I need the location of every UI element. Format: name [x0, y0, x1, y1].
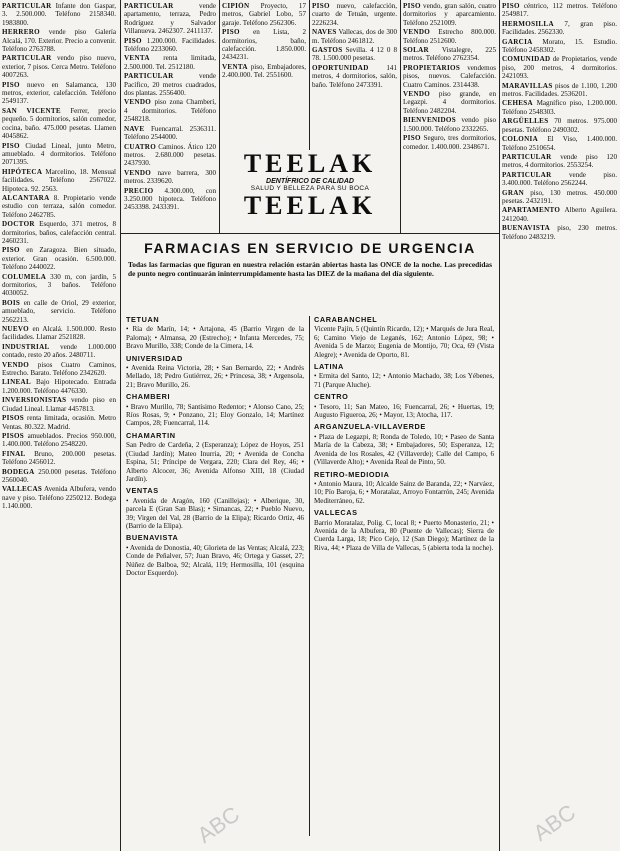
ad-brand-repeat: TEELAK — [243, 191, 377, 220]
classified-ad-lead: VENDO — [2, 360, 30, 369]
classified-ad — [124, 98, 216, 123]
classified-ad-text: Avenida Albufera, vendo nave y piso. Teléfono 2250212. Bodega 1.140.000. — [2, 485, 116, 511]
classified-ad-lead: FINAL — [2, 449, 26, 458]
classified-ad-text: pisos Cuatro Caminos, Estrecho. Barato. Teléfono 2342620. — [2, 360, 116, 378]
classified-ad-lead: GRAN — [502, 188, 525, 197]
pharmacy-district — [314, 363, 494, 389]
classified-ad-text: Magnífico piso, 1.200.000. Teléfono 2548303. — [502, 99, 617, 116]
ad-tagline: SALUD Y BELLEZA PARA SU BOCA — [250, 185, 370, 192]
classified-ad-text: Ferrer, precio pequeño. 5 dormitorios, salón comedor, cocina, baño. 475.000 pesetas. Llamen 4045862. — [2, 106, 116, 141]
classified-ad-text: Vistalegre, 225 metros. Teléfono 2762354. — [403, 46, 496, 63]
classified-ad-lead: ARGÜELLES — [502, 117, 549, 126]
column-rule — [120, 0, 121, 851]
classified-ad — [222, 2, 306, 27]
classified-ad-lead: INVERSIONISTAS — [2, 396, 67, 405]
classified-ad-lead: HERMOSILLA — [502, 19, 554, 28]
classified-ad-text: Proyecto, 17 metros, Gabriel Lobo, 57 garaje. Teléfono 2562306. — [222, 2, 306, 27]
classified-ad-lead: PARTICULAR — [502, 152, 552, 161]
classified-ad-lead: HIPÓTECA — [2, 167, 43, 176]
classified-ad-text: Fuencarral. 2536311. Teléfono 2544000. — [124, 124, 216, 142]
pharmacy-section — [122, 234, 498, 838]
classified-ad-text: Bajo Hipotecado. Entrada 1.200.000. Teléfono 4476330. — [2, 378, 116, 395]
classified-ad — [124, 169, 216, 186]
classified-ad-text: de Propietarios, vende piso, 200 metros, 4 dormitorios. 2421093. — [502, 55, 617, 81]
classified-ad-lead: PISO — [2, 80, 20, 89]
classifieds-column-6 — [502, 2, 617, 847]
pharmacy-district — [314, 509, 494, 552]
classified-ad — [502, 224, 617, 241]
classified-ad-lead: BODEGA — [2, 467, 35, 476]
classified-ad-lead: NUEVO — [2, 325, 29, 334]
classified-ad-text: renta limitada, ocasión. Metro Ventas. 80.322. Madrid. — [2, 414, 116, 431]
district-name: TETUAN — [126, 315, 160, 324]
classified-ad-lead: SOLAR — [403, 46, 429, 55]
classified-ad-text: Estrecho 800.000. Teléfono 2512600. — [403, 28, 496, 45]
classified-ad-text: céntrico, 112 metros. Teléfono 2549817. — [502, 2, 617, 19]
classified-ad-text: vende apartamento, terraza, Pedro Rodríguez y Salvador Villanueva. 2462307. 2411137. — [124, 2, 216, 36]
classified-ad — [2, 168, 116, 193]
classified-ad-lead: APARTAMENTO — [502, 206, 561, 215]
classified-ad-text: nuevo, calefacción, cuarto de Tetuán, urgente. 2226234. — [312, 2, 397, 27]
classified-ad-text: vendemos pisos, nuevos. Calefacción. Cuatro Caminos. 2314438. — [403, 63, 496, 89]
classified-ad-lead: PRECIO — [124, 186, 154, 195]
classified-ad-text: Ciudad Lineal, junto Metro, amueblado. 4 dormitorios. Teléfono 2071395. — [2, 141, 116, 167]
classified-ad — [502, 82, 617, 99]
ad-brand: TEELAK — [243, 149, 377, 178]
classified-ad — [124, 37, 216, 54]
pharmacy-intro: Todas las farmacias que figuran en nuestra relación estarán abiertas hasta las ONCE de la noche. Las precedidas de punto negro continuarán ininterrumpidamente hasta las DIEZ de la mañana del día siguiente. — [128, 260, 492, 278]
district-pharmacies: Vicente Pajín, 5 (Quintín Ricardo, 12); • Marqués de Jura Real, 6; Camino Viejo de Leganés, 162; Antonio López, 98; • Avenida 5 de Marzo; Eugenia de Montijo, 70; Oca, 69 (Vista Alegre); • Avenida de Oporto, 81. — [314, 325, 494, 359]
classified-ad-lead: PISOS — [2, 414, 25, 423]
classified-ad — [403, 46, 496, 63]
pharmacy-district — [126, 487, 304, 530]
classified-ad-text: en calle de Oriol, 29 exterior, amueblado, servicio. Teléfono 2562213. — [2, 298, 116, 324]
classified-ad-lead: COLONIA — [502, 135, 538, 144]
classified-ad-text: Bruno, 200.000 pesetas. Teléfono 2456012. — [2, 449, 116, 467]
classifieds-column-2 — [124, 2, 216, 232]
column-rule — [499, 0, 500, 851]
pharmacy-title: FARMACIAS EN SERVICIO DE URGENCIA — [144, 240, 476, 256]
classified-ad-lead: NAVE — [124, 124, 145, 133]
classified-ad-text: piso grande, en Legazpi. 4 dormitorios. Teléfono 2482204. — [403, 90, 496, 115]
classified-ad — [2, 54, 116, 79]
classified-ad — [502, 189, 617, 206]
classified-ad-lead: OPORTUNIDAD — [312, 63, 369, 72]
column-rule — [309, 0, 310, 150]
classified-ad — [124, 125, 216, 142]
classified-ad-text: vende piso Galería Alcalá, 170. Exterior. Precio a convenir. Teléfono 2763788. — [2, 28, 116, 54]
classified-ad-text: en Alcalá. 1.500.000. Resto facilidades. Llamar 2521828. — [2, 325, 116, 342]
district-pharmacies: Barrio Moratalaz, Polig. C, local 8; • Puerto Monasterio, 21; • Avenida de la Albufera, 80 (Puente de Vallecas); Sierra de Cuerda Larga, 18; Pico Cejo, 12 (San Diego); Martínez de la Riva, 44; • Plaza de Villa de Vallecas, 5 (abierta toda la noche). — [314, 518, 494, 552]
district-pharmacies: • Ermita del Santo, 12; • Antonio Machado, 38; Los Yébenes, 71 (Parque Aluche). — [314, 372, 494, 389]
classified-ad-lead: PISO — [2, 141, 20, 150]
classified-ad-lead: VENTA — [222, 62, 248, 71]
classified-ad-lead: INDUSTRIAL — [2, 342, 50, 351]
classified-ad — [2, 2, 116, 27]
district-pharmacies: • Avenida Reina Victoria, 28; • San Bernardo, 22; • Andrés Mellado, 18; Pedro Gutiérrez, 26; • Princesa, 38; • Argensola, 21; Bravo Murillo, 26. — [126, 364, 304, 389]
classified-ad — [2, 220, 116, 245]
classified-ad-lead: PISO — [403, 134, 421, 143]
classified-ad-text: El Viso, 1.400.000. Teléfono 2510654. — [502, 135, 617, 152]
classified-ad-lead: BOIS — [2, 298, 21, 307]
classified-ad-lead: LINEAL — [2, 378, 32, 387]
classified-ad-text: vende 1.000.000 contado, resto 20 años. 2480711. — [2, 342, 116, 360]
classified-ad — [2, 28, 116, 53]
classified-ad-lead: PARTICULAR — [124, 72, 174, 81]
classified-ad — [403, 2, 496, 27]
classified-ad-lead: PISO — [222, 28, 240, 37]
classified-ad — [403, 134, 496, 151]
classified-ad-text: 250.000 pesetas. Teléfono 2560040. — [2, 467, 116, 484]
archive-watermark: ABC — [192, 801, 245, 848]
district-pharmacies: San Pedro de Cardeña, 2 (Esperanza); López de Hoyos, 251 (Ciudad Jardín); Mateo Inurria, 20; • Avenida de Concha Espina, 51; Príncipe de Vergara, 220; Clara del Rey, 46; • Alberto Alcocer, 36; Avenida Alfonso XIII, 18 (Ciudad Jardín). — [126, 441, 304, 483]
classified-ad-lead: MARAVILLAS — [502, 81, 553, 90]
district-name: CARABANCHEL — [314, 315, 378, 324]
district-name: ARGANZUELA-VILLAVERDE — [314, 422, 426, 432]
classified-ad — [2, 325, 116, 342]
pharmacy-district — [314, 316, 494, 359]
pharmacy-district — [126, 393, 304, 428]
classifieds-column-1 — [2, 2, 116, 847]
classified-ad — [2, 450, 116, 467]
district-name: CHAMARTIN — [126, 430, 176, 440]
classified-ad-text: Seguro, tres dormitorios, comedor. 1.400.000. 2348671. — [403, 134, 496, 151]
classified-ad-lead: DOCTOR — [2, 220, 35, 229]
classified-ad — [2, 396, 116, 413]
classified-ad-text: piso, 130 metros. 450.000 pesetas. 2432191. — [502, 188, 617, 205]
classified-ad — [124, 143, 216, 168]
pharmacy-district — [126, 432, 304, 483]
classified-ad-text: Caminos. Ático 120 metros. 2.680.000 pesetas. 2437930. — [124, 142, 216, 168]
classified-ad-text: Alberto Aguilera. 2412040. — [502, 206, 617, 223]
classified-ad-text: vende piso 120 metros, 4 dormitorios. 2553254. — [502, 152, 617, 170]
classified-ad-lead: BIENVENIDOS — [403, 116, 456, 125]
classified-ad — [312, 46, 397, 63]
teelak-advertisement — [220, 150, 400, 232]
classified-ad-text: en Zaragoza. Bien situado, exterior. Gran ocasión. 6.500.000. Teléfono 2440022. — [2, 246, 116, 272]
classified-ad — [2, 107, 116, 141]
classified-ad-lead: COLUMELA — [2, 272, 47, 281]
classified-ad-lead: PARTICULAR — [2, 2, 52, 10]
classifieds-column-5 — [403, 2, 496, 232]
classified-ad-text: Esquerdo, 371 metros, 8 dormitorios, baños, calefacción central. 2460231. — [2, 220, 116, 245]
classified-ad-lead: PISO — [124, 36, 142, 45]
classified-ad-text: 7, gran piso. Facilidades. 2562330. — [502, 19, 617, 37]
district-name: VALLECAS — [314, 508, 358, 518]
classified-ad-lead: PARTICULAR — [502, 170, 552, 179]
column-rule — [400, 0, 401, 234]
classified-ad-text: amueblados. Precios 950.000, 1.400.000. Teléfono 2548220. — [2, 431, 116, 449]
classified-ad — [2, 361, 116, 378]
classified-ad — [124, 187, 216, 212]
classified-ad-lead: PARTICULAR — [124, 2, 174, 10]
pharmacy-district — [314, 471, 494, 506]
ad-slogan: DENTÍFRICO DE CALIDAD — [266, 178, 354, 185]
pharmacy-district — [314, 393, 494, 419]
classified-ad — [502, 206, 617, 223]
classified-ad-lead: SAN VICENTE — [2, 106, 61, 115]
pharmacy-left-column — [126, 316, 304, 836]
district-name: BUENAVISTA — [126, 533, 179, 543]
classified-ad-lead: GARCIA — [502, 37, 533, 46]
classified-ad — [2, 432, 116, 449]
classified-ad-lead: CIPIÓN — [222, 2, 250, 10]
classifieds-column-3 — [222, 2, 306, 148]
classifieds-column-4 — [312, 2, 397, 148]
district-name: UNIVERSIDAD — [126, 353, 183, 363]
district-pharmacies: • Avenida de Aragón, 160 (Canillejas); • Alberique, 30, parcela E (Gran San Blas); • Simancas, 22; • Pueblo Nuevo, 39; Virgen del Val, 28 (Barrio de la Elipa); Ricardo Ortiz, 46 (Barrio de la Elipa). — [126, 496, 304, 530]
classified-ad-text: vendo piso en Ciudad Lineal. Llamar 4457813. — [2, 396, 116, 413]
classified-ad-text: 70 metros. 975.000 pesetas. Teléfono 2490302. — [502, 117, 617, 134]
pharmacy-right-column — [314, 316, 494, 836]
classified-ad — [124, 72, 216, 97]
pharmacy-district — [126, 534, 304, 577]
classified-ad-lead: VENDO — [124, 168, 152, 177]
classified-ad — [502, 117, 617, 134]
classified-ad — [502, 38, 617, 55]
classified-ad-text: 1.200.000. Facilidades. Teléfono 2233060. — [124, 36, 216, 54]
classified-ad-text: 330 m, con jardín, 5 dormitorios, 3 baños. Teléfono 4030052. — [2, 272, 116, 298]
classified-ad-text: piso, Embajadores, 2.400.000. Tel. 2551600. — [222, 62, 306, 80]
archive-watermark: ABC — [528, 799, 581, 846]
classified-ad — [2, 468, 116, 485]
classified-ad-lead: PISO — [312, 2, 330, 10]
classified-ad-text: Marcelino, 18. Mensual facilidades. Teléfono 2567022. Hipoteca. 92. 2563. — [2, 167, 116, 193]
classified-ad-lead: PISO — [403, 2, 421, 10]
classified-ad-lead: GASTOS — [312, 46, 343, 55]
classified-ad-text: 4.300.000, con 3.250.000 hipoteca. Teléfono 2453398. 2433391. — [124, 186, 216, 212]
classified-ad — [2, 273, 116, 298]
classified-ad-text: vende piso. 3.400.000. Teléfono 2562244. — [502, 170, 617, 188]
classified-ad-text: 8. Propietario vende estudio con terraza, salón comedor. Teléfono 2462785. — [2, 193, 116, 219]
classified-ad-lead: PISO — [2, 246, 20, 255]
classified-ad-lead: PISOS — [2, 431, 25, 440]
classified-ad — [403, 116, 496, 133]
district-pharmacies: • Ría de Marín, 14; • Artajona, 45 (Barrio Virgen de la Paloma); • Almansa, 20 (Estrecho); • Infanta Mercedes, 75; Bravo Murillo, 338; Conde de la Cimera, 14. — [126, 325, 304, 351]
classified-ad — [502, 135, 617, 152]
pharmacy-district — [314, 423, 494, 466]
classified-ad — [2, 378, 116, 395]
district-name: VENTAS — [126, 486, 159, 496]
classified-ad — [2, 299, 116, 324]
classified-ad-text: piso zona Chamberí, 4 dormitorios. Teléfono 2548218. — [124, 98, 216, 124]
classified-ad-text: Sevilla. 4 12 0 8 78. 1.500.000 pesetas. — [312, 46, 397, 63]
pharmacy-district — [126, 355, 304, 390]
classified-ad-text: pisos de 1.100, 1.200 metros. Facilidades. 2536201. — [502, 81, 617, 99]
classified-ad — [312, 2, 397, 27]
district-name: LATINA — [314, 362, 344, 372]
classified-ad-lead: CUATRO — [124, 142, 157, 151]
classified-ad — [2, 142, 116, 167]
district-pharmacies: • Antonio Maura, 10; Alcalde Sainz de Baranda, 22; • Narváez, 10; Pío Baroja, 6; • Moratalaz, Arroyo Fontarrón, 245; Avenida Mediterráneo, 62. — [314, 479, 494, 505]
classified-ad — [502, 99, 617, 116]
classified-ad-text: piso, 230 metros. Teléfono 2483219. — [502, 224, 617, 241]
classified-ad — [403, 28, 496, 45]
classified-ad — [222, 28, 306, 62]
classified-ad-text: vendo piso nuevo, exterior, 7 pisos. Cerca Metro. Teléfono 4007263. — [2, 54, 116, 80]
district-name: CHAMBERI — [126, 392, 171, 402]
classified-ad — [124, 54, 216, 71]
classified-ad — [502, 2, 617, 19]
classified-ad-text: vendo piso 1.500.000. Teléfono 2332265. — [403, 116, 496, 133]
district-name: CENTRO — [314, 392, 349, 402]
classified-ad — [502, 171, 617, 188]
classified-ad — [222, 63, 306, 80]
district-pharmacies: • Avenida de Donostia, 40; Glorieta de las Ventas; Alcalá, 223; Conde de Peñalver, 57; Juan Bravo, 46; Ortega y Gasset, 27; Núñez de Balboa, 92; Alcalá, 119; Hermosilla, 101 (esquina Doctor Esquerdo). — [126, 543, 304, 577]
classified-ad — [2, 414, 116, 431]
classified-ad-lead: VENDO — [124, 98, 152, 107]
district-pharmacies: • Tesoro, 11; San Mateo, 16; Fuencarral, 26; • Huertas, 19; Augusto Figueroa, 26; • Mayor, 13; Atocha, 117. — [314, 402, 494, 420]
classified-ad-text: renta limitada, 2.500.000. Tel. 2512180. — [124, 54, 216, 71]
classified-ad-lead: CEHESA — [502, 99, 533, 108]
column-rule — [309, 316, 310, 836]
classified-ad — [403, 90, 496, 115]
classified-ad-lead: VENDO — [403, 28, 431, 37]
classified-ad-text: Infante don Gaspar, 3. 2.500.000. Teléfono 2158340. 1983800. — [2, 2, 116, 27]
classified-ad-text: Vallecas, dos de 300 m. Teléfono 2461812. — [312, 28, 397, 45]
classified-ad-lead: VENDO — [403, 90, 431, 99]
pharmacy-district — [126, 316, 304, 351]
classified-ad-text: vende Pacífico, 20 metros cuadrados, dos plantas. 2556400. — [124, 72, 216, 98]
classified-ad — [502, 55, 617, 80]
classified-ad — [403, 64, 496, 89]
classified-ad-text: vendo, gran salón, cuatro dormitorios y aparcamiento. Teléfono 2521009. — [403, 2, 496, 27]
classified-ad-lead: PROPIETARIOS — [403, 63, 461, 72]
classified-ad — [502, 20, 617, 37]
classified-ad-lead: HERRERO — [2, 28, 40, 37]
classified-ad-lead: PISO — [502, 2, 520, 10]
classified-ad-text: Morato, 15. Estudio. Teléfono 2458302. — [502, 37, 617, 55]
classified-ad — [2, 246, 116, 271]
classified-ad-lead: NAVES — [312, 28, 337, 37]
classified-ad — [2, 485, 116, 510]
classified-ad-text: 141 metros, 4 dormitorios, salón, baño. Teléfono 2473391. — [312, 63, 397, 89]
district-name: RETIRO-MEDIODIA — [314, 469, 390, 479]
classified-ad-lead: PARTICULAR — [2, 54, 52, 63]
classified-ad-text: nave barrera, 300 metros. 2339620. — [124, 168, 216, 186]
classified-ad — [312, 28, 397, 45]
classified-ad-lead: VALLECAS — [2, 485, 43, 494]
classified-ad — [502, 153, 617, 170]
district-pharmacies: • Bravo Murillo, 78; Santísimo Redentor; • Alonso Cano, 25; Ríos Rosas, 9; • Ponzano, 21; Eloy Gonzalo, 14; Martínez Campos, 28; Fuencarral, 114. — [126, 402, 304, 428]
classified-ad-lead: ALCANTARA — [2, 193, 50, 202]
classified-ad — [2, 194, 116, 219]
classified-ad-lead: COMUNIDAD — [502, 55, 551, 64]
district-pharmacies: • Plaza de Legazpi, 8; Ronda de Toledo, 10; • Paseo de Santa María de la Cabeza, 38; • Embajadores, 50; Esperanza, 12; Avenida de los Rosales, 42 (Villaverde); Calle del Campo, 6 (Villaverde Alto); • Avenida Real de Pinto, 50. — [314, 432, 494, 467]
classified-ad-text: en Lista, 2 dormitorios, baño, calefacción. 1.850.000. 2434231. — [222, 28, 306, 62]
classified-ad — [2, 343, 116, 360]
classified-ad — [2, 81, 116, 106]
classified-ad-lead: BUENAVISTA — [502, 224, 551, 233]
classified-ad — [124, 2, 216, 36]
classified-ad-text: nuevo en Salamanca, 130 metros, exterior, calefacción. Teléfono 2549137. — [2, 80, 116, 106]
classified-ad-lead: VENTA — [124, 54, 150, 63]
classified-ad — [312, 64, 397, 89]
